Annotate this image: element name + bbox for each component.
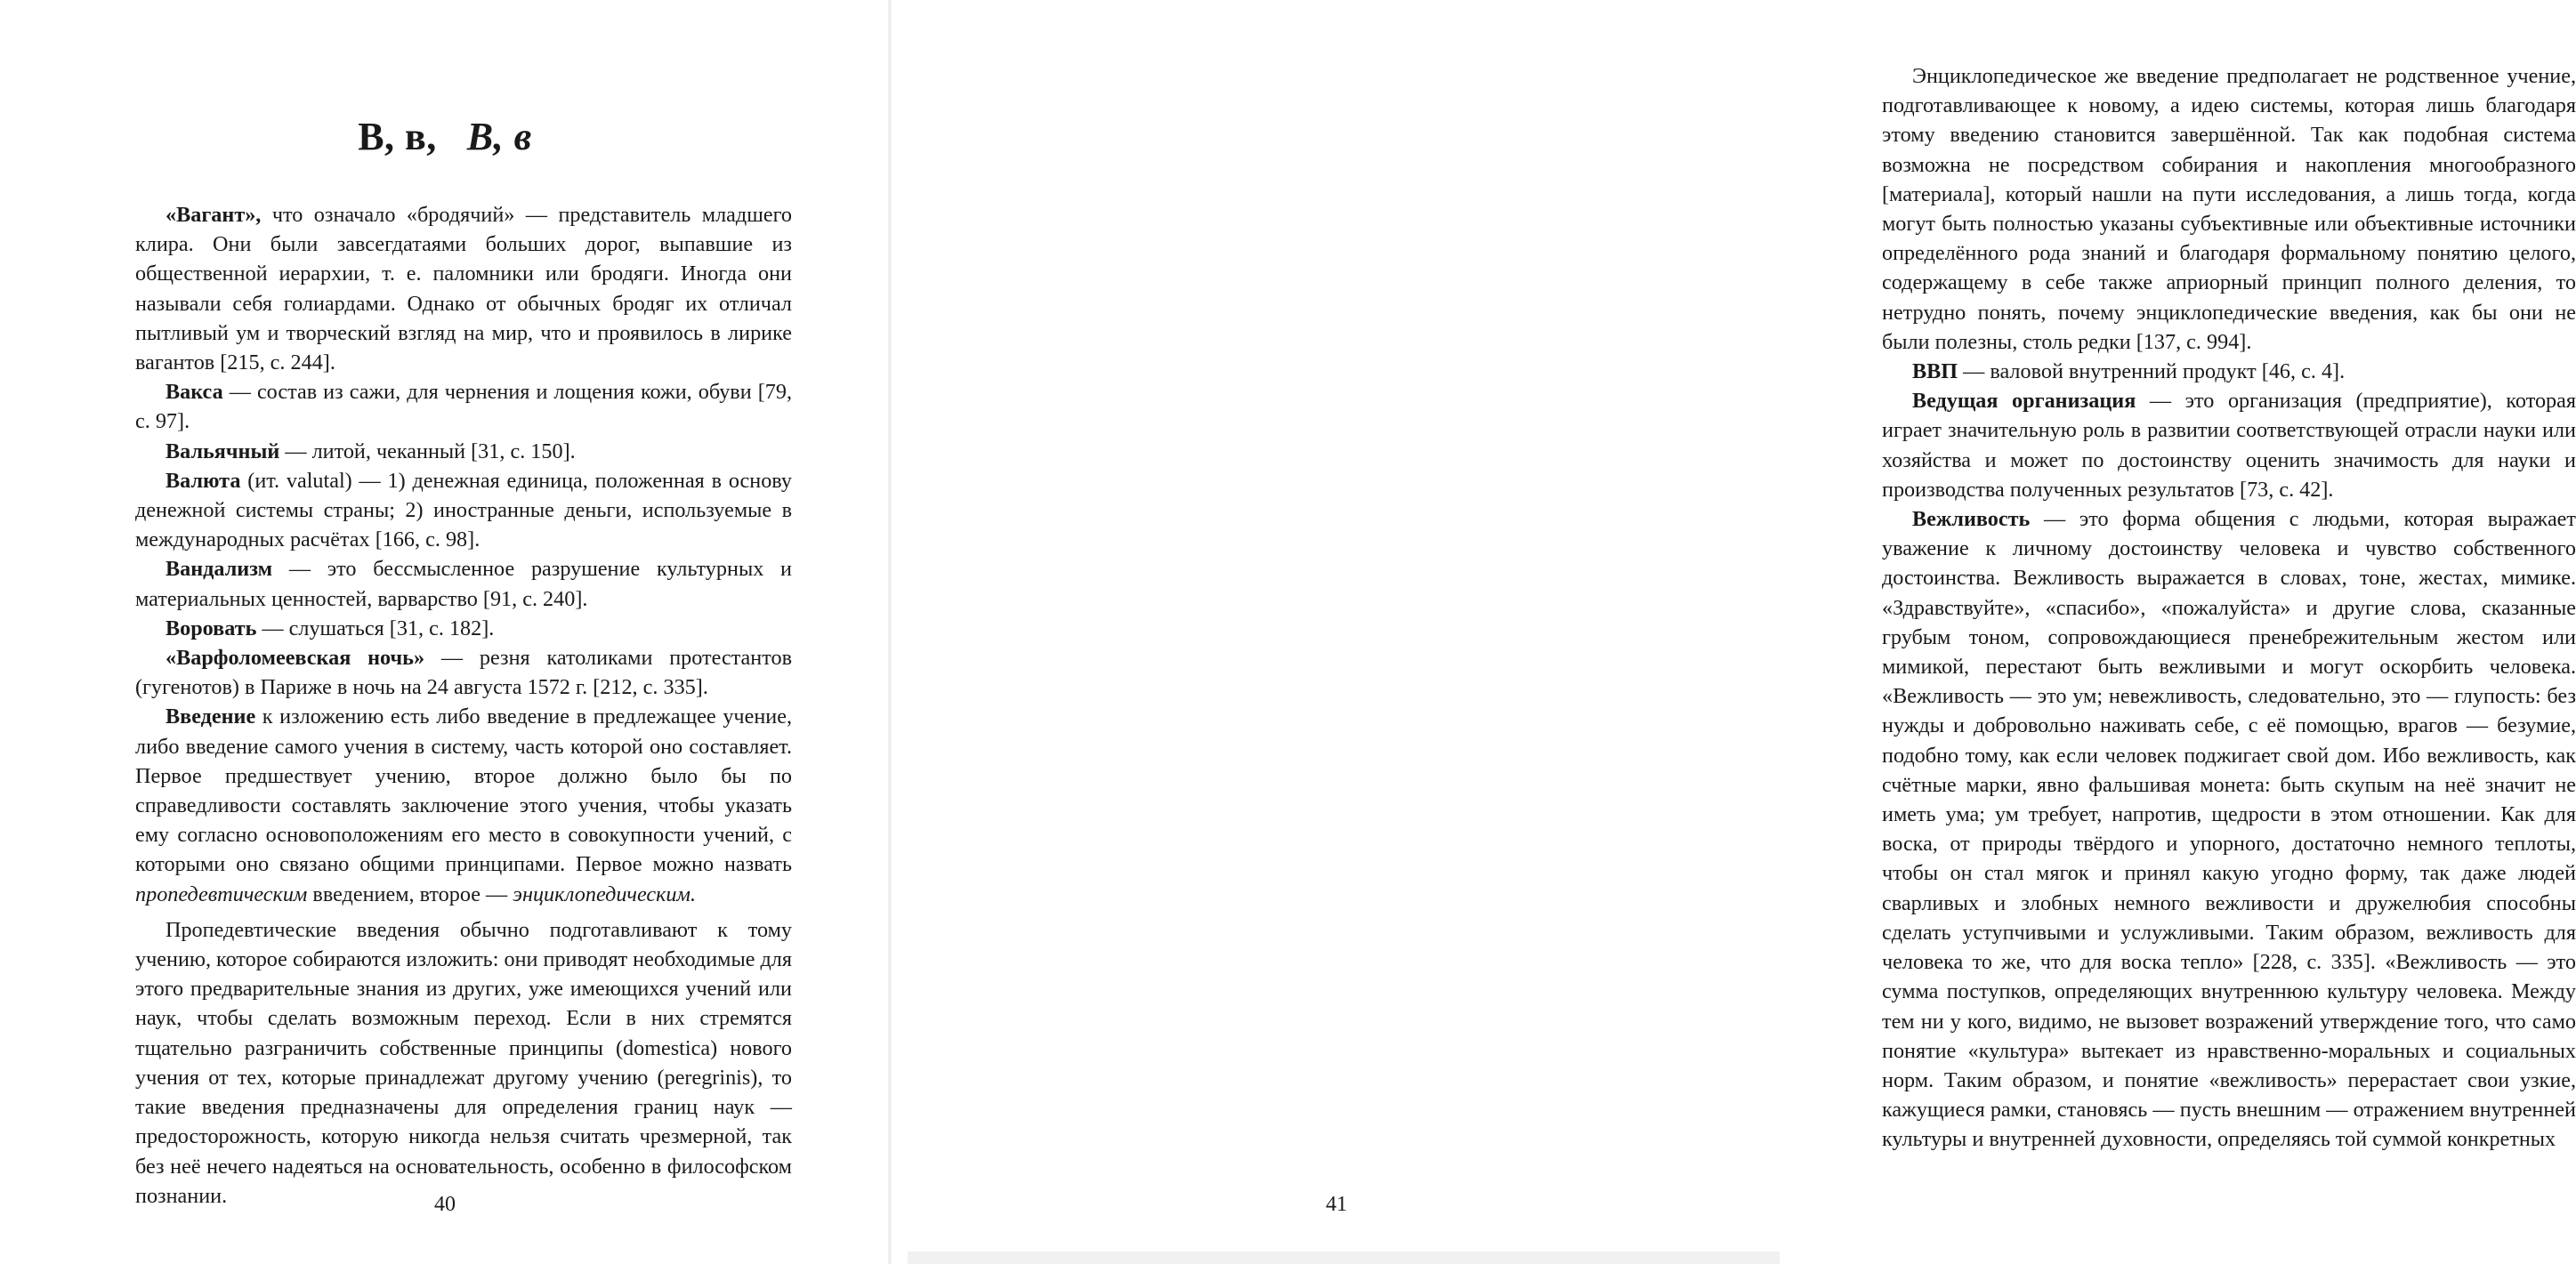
entry-definition: — это бессмысленное разрушение культурных и материальных ценностей, варварство [91, с. 240]. (135, 557, 792, 611)
entry-definition: — резня католиками протестантов (гугенотов) в Париже в ночь на 24 августа 1572 г. [212, с. 335]. (135, 646, 793, 700)
italic-term-propaedeutic: пропедевтическим (135, 882, 308, 906)
entry-term: ВВП (1912, 359, 1958, 384)
entry-term: Вандализм (166, 557, 273, 582)
letter-heading (0, 114, 890, 160)
entry-definition: к изложению есть либо введение в предлежащее учение, либо введение самого учения в систему, часть которой оно составляет. Первое предшествует учению, второе должно было бы по справедливости составлять заключение этого учения, чтобы указать ему согласно основоположениям его место в совокупности учений, с которыми оно связано общими принципами. Первое можно назвать (135, 704, 792, 877)
entry-vvedenie (135, 702, 792, 908)
entry-definition: — это организация (предприятие), которая играет значительную роль в развитии соответствующей отрасли науки или хозяйства и может по достоинству оценить значимость для науки и производства полученных результатов [73, с. 42]. (1882, 389, 2576, 502)
entry-definition-middle: введением, второе — (307, 882, 513, 906)
entry-definition: — состав из сажи, для чернения и лощения кожи, обуви [79, с. 97]. (135, 380, 792, 434)
entry-valyachny (135, 437, 792, 466)
entry-vagant (135, 200, 792, 377)
entry-vezhlivost (1882, 504, 2576, 1154)
page-number: 41 (1326, 1193, 1347, 1216)
letter-heading-upright: В, в, (358, 115, 437, 158)
right-text-column (1882, 61, 2576, 1155)
entry-definition: (ит. valutal) — 1) денежная единица, положенная в основу денежной системы страны; 2) иностранные деньги, используемые в международных расчётах [166, с. 98]. (135, 468, 792, 552)
entry-varovat (135, 614, 792, 643)
entry-definition: — слушаться [31, с. 182]. (256, 616, 495, 640)
entry-vaksa (135, 377, 792, 436)
entry-vedushchaya-organizatsiya (1882, 386, 2576, 504)
right-page (890, 0, 2576, 1264)
entry-vandalizm (135, 554, 792, 613)
entry-vvp (1882, 357, 2576, 386)
left-text-column (135, 200, 792, 1211)
entry-term: Введение (166, 704, 256, 729)
entry-term: Вальячный (166, 439, 280, 463)
left-page (0, 0, 890, 1264)
entry-definition: — валовой внутренний продукт [46, с. 4]. (1958, 359, 2346, 384)
page-number: 40 (434, 1193, 456, 1216)
entry-term: Воровать (166, 616, 257, 640)
entry-valyuta (135, 466, 792, 555)
entry-definition: — литой, чеканный [31, с. 150]. (279, 439, 576, 463)
letter-heading-italic: В, в (466, 115, 532, 158)
entry-definition: — это форма общения с людьми, которая выражает уважение к личному достоинству человека и чувство собственного достоинства. Вежливость выражается в словах, тоне, жестах, мимике. «Здравствуйте», «спасибо», «пожалуйста» и другие слова, сказанные грубым тоном, сопровождающиеся пренебрежительным жестом или мимикой, перестают быть вежливыми и могут оскорбить человека. «Вежливость — это ум; невежливость, следовательно, это — глупость: без нужды и добровольно наживать себе, с её помощью, врагов — безумие, подобно тому, как если человек поджигает свой дом. Ибо вежливость, как счётные марки, явно фальшивая монета: быть скупым на неё значит не иметь ума; ум требует, напротив, щедрости в этом отношении. Как для воска, от природы твёрдого и упорного, достаточно немного теплоты, чтобы он стал мягок и принял какую угодно форму, так даже людей сварливых и злобных немного вежливости и дружелюбия способны сделать уступчивыми и услужливыми. Таким образом, вежливость для человека то же, что для воска тепло» [228, с. 335]. «Вежливость — это сумма поступков, определяющих внутреннюю культуру человека. Между тем ни у кого, видимо, не вызовет возражений утверждение того, что само понятие «культура» вытекает из нравственно-моральных и социальных норм. Таким образом, и понятие «вежливость» перерастает свои узкие, кажущиеся рамки, становясь — пусть внешним — отражением внутренней культуры и внутренней духовности, определяясь той суммой конкретных (1882, 507, 2576, 1152)
italic-term-encyclopedic: энциклопедическим. (513, 882, 697, 906)
propaedeutic-paragraph: Пропедевтические введения обычно подготавливают к тому учению, которое собираются изложить: они приводят необходимые для этого предварительные знания из других, уже имеющихся учений или наук, чтобы сделать возможным переход. Если в них стремятся тщательно разграничить собственные принципы (domestica) нового учения от тех, которые принадлежат другому учению (peregrinis), то такие введения предназначены для определения границ наук — предосторожность, которую никогда нельзя считать чрезмерной, так без неё нечего надеяться на основательность, особенно в философском познании. (135, 917, 792, 1208)
encyclopedic-paragraph: Энциклопедическое же введение предполагает не родственное учение, подготавливающее к новому, а идею системы, которая лишь благодаря этому введению становится завершённой. Так как подобная система возможна не посредством собирания и накопления многообразного [материала], который нашли на пути исследования, а лишь тогда, когда могут быть полностью указаны субъективные или объективные источники определённого рода знаний и благодаря формальному понятию целого, содержащему в себе также априорный принцип полного деления, то нетрудно понять, почему энциклопедические введения, как бы они не были полезны, столь редки [137, с. 994]. (1882, 64, 2576, 354)
page-edge-shadow (908, 1252, 1780, 1264)
entry-definition: что означало «бродячий» — представитель младшего клира. Они были завсегдатаями больших дорог, выпавшие из общественной иерархии, т. е. паломники или бродяги. Иногда они называли себя голиардами. Однако от обычных бродяг их отличал пытливый ум и творческий взгляд на мир, что и проявилось в лирике вагантов [215, с. 244]. (135, 203, 792, 375)
entry-term: «Вагант», (166, 203, 262, 227)
entry-term: Вежливость (1912, 507, 2031, 532)
entry-term: Валюта (166, 468, 241, 493)
entry-varfolomeevskaya-noch (135, 643, 792, 702)
entry-term: Вакса (166, 380, 223, 405)
entry-term: Ведущая организация (1912, 389, 2136, 414)
entry-term: «Варфоломеевская ночь» (166, 646, 425, 671)
